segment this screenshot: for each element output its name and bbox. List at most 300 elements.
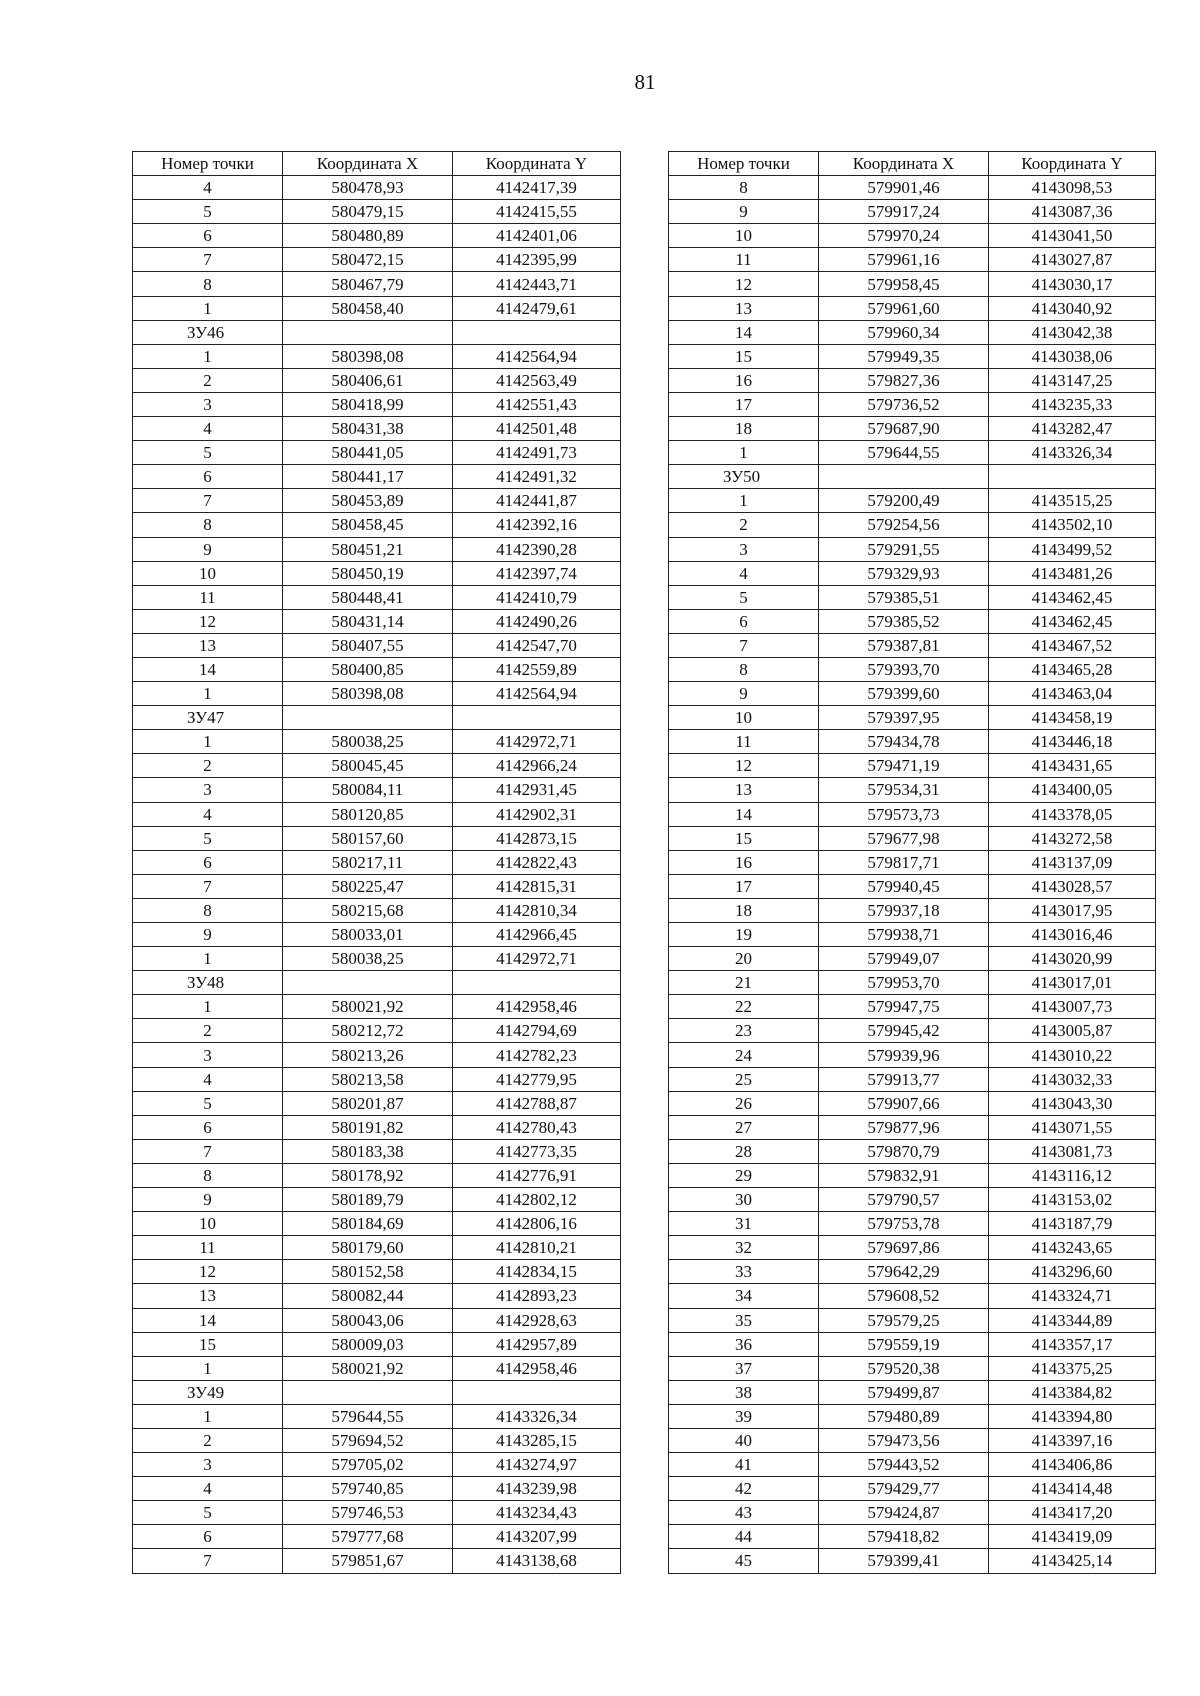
point-number-cell: 15 bbox=[133, 1332, 283, 1356]
point-number-cell: 5 bbox=[669, 585, 819, 609]
header-point-number: Номер точки bbox=[669, 152, 819, 176]
point-number-cell: 33 bbox=[669, 1260, 819, 1284]
coordinate-y-cell: 4142893,23 bbox=[453, 1284, 621, 1308]
coordinate-y-cell: 4143137,09 bbox=[989, 850, 1156, 874]
point-number-cell: 3 bbox=[133, 392, 283, 416]
point-number-cell: 14 bbox=[133, 1308, 283, 1332]
table-row bbox=[669, 995, 1156, 1019]
point-number-cell: 11 bbox=[133, 585, 283, 609]
coordinate-y-cell: 4142802,12 bbox=[453, 1188, 621, 1212]
coordinate-y-cell: 4143005,87 bbox=[989, 1019, 1156, 1043]
coordinate-y-cell: 4143394,80 bbox=[989, 1404, 1156, 1428]
coordinate-y-cell: 4143007,73 bbox=[989, 995, 1156, 1019]
table-header-row bbox=[669, 152, 1156, 176]
coordinate-x-cell: 579705,02 bbox=[283, 1453, 453, 1477]
table-row bbox=[133, 923, 621, 947]
coordinate-y-cell: 4143406,86 bbox=[989, 1453, 1156, 1477]
coordinate-x-cell: 579393,70 bbox=[819, 657, 989, 681]
table-row bbox=[133, 537, 621, 561]
point-number-cell: 5 bbox=[133, 441, 283, 465]
coordinate-x-cell: 579480,89 bbox=[819, 1404, 989, 1428]
table-row bbox=[133, 850, 621, 874]
point-number-cell: 5 bbox=[133, 1091, 283, 1115]
point-number-cell: 7 bbox=[133, 489, 283, 513]
coordinate-y-cell: 4143017,01 bbox=[989, 971, 1156, 995]
table-row bbox=[133, 368, 621, 392]
point-number-cell: 4 bbox=[133, 417, 283, 441]
table-row bbox=[133, 1260, 621, 1284]
table-row bbox=[133, 1404, 621, 1428]
coordinate-x-cell: 579397,95 bbox=[819, 706, 989, 730]
point-number-cell: 1 bbox=[133, 344, 283, 368]
point-number-cell: 10 bbox=[669, 706, 819, 730]
point-number-cell: 42 bbox=[669, 1477, 819, 1501]
table-row bbox=[669, 537, 1156, 561]
point-number-cell: 2 bbox=[133, 754, 283, 778]
coordinate-x-cell: 580458,45 bbox=[283, 513, 453, 537]
coordinate-y-cell: 4143274,97 bbox=[453, 1453, 621, 1477]
point-number-cell: 5 bbox=[133, 1501, 283, 1525]
point-number-cell: 9 bbox=[669, 200, 819, 224]
coordinate-x-cell: 579939,96 bbox=[819, 1043, 989, 1067]
coordinate-x-cell: 580400,85 bbox=[283, 657, 453, 681]
table-body-left bbox=[133, 176, 621, 1573]
coordinate-x-cell: 579399,60 bbox=[819, 682, 989, 706]
coordinate-y-cell: 4143375,25 bbox=[989, 1356, 1156, 1380]
coordinate-x-cell: 579499,87 bbox=[819, 1380, 989, 1404]
table-row bbox=[133, 1356, 621, 1380]
table-row bbox=[133, 392, 621, 416]
coordinate-x-cell: 580033,01 bbox=[283, 923, 453, 947]
coordinate-x-cell: 580184,69 bbox=[283, 1212, 453, 1236]
table-row bbox=[669, 1188, 1156, 1212]
coordinate-x-cell: 579961,60 bbox=[819, 296, 989, 320]
coordinate-x-cell: 580431,14 bbox=[283, 609, 453, 633]
table-row bbox=[669, 296, 1156, 320]
table-row bbox=[669, 874, 1156, 898]
point-number-cell: 31 bbox=[669, 1212, 819, 1236]
coordinate-y-cell: 4143397,16 bbox=[989, 1428, 1156, 1452]
coordinate-x-cell bbox=[283, 1380, 453, 1404]
table-row bbox=[133, 1019, 621, 1043]
coordinate-y-cell: 4142815,31 bbox=[453, 874, 621, 898]
coordinate-y-cell: 4143465,28 bbox=[989, 657, 1156, 681]
table-row bbox=[133, 417, 621, 441]
table-row bbox=[133, 657, 621, 681]
point-number-cell: 3 bbox=[133, 1043, 283, 1067]
table-row bbox=[133, 1139, 621, 1163]
table-row bbox=[133, 1308, 621, 1332]
coordinate-x-cell: 580189,79 bbox=[283, 1188, 453, 1212]
coordinate-y-cell: 4142776,91 bbox=[453, 1163, 621, 1187]
point-number-cell: 7 bbox=[133, 248, 283, 272]
coordinate-y-cell: 4142491,73 bbox=[453, 441, 621, 465]
coordinate-y-cell: 4143378,05 bbox=[989, 802, 1156, 826]
coordinate-x-cell: 580213,58 bbox=[283, 1067, 453, 1091]
coordinate-x-cell: 579947,75 bbox=[819, 995, 989, 1019]
coordinate-x-cell: 579945,42 bbox=[819, 1019, 989, 1043]
coordinate-x-cell: 579471,19 bbox=[819, 754, 989, 778]
coordinate-y-cell: 4142564,94 bbox=[453, 682, 621, 706]
coordinate-x-cell bbox=[283, 320, 453, 344]
point-number-cell: 9 bbox=[133, 537, 283, 561]
coordinate-x-cell: 579949,35 bbox=[819, 344, 989, 368]
coordinate-x-cell: 580213,26 bbox=[283, 1043, 453, 1067]
coordinates-table-left bbox=[132, 151, 621, 1574]
table-row bbox=[669, 1091, 1156, 1115]
coordinate-y-cell: 4142972,71 bbox=[453, 730, 621, 754]
table-row bbox=[669, 344, 1156, 368]
coordinate-x-cell: 579940,45 bbox=[819, 874, 989, 898]
coordinate-y-cell: 4143357,17 bbox=[989, 1332, 1156, 1356]
coordinate-y-cell: 4142479,61 bbox=[453, 296, 621, 320]
point-number-cell: 2 bbox=[133, 1428, 283, 1452]
coordinate-y-cell: 4143098,53 bbox=[989, 176, 1156, 200]
table-row bbox=[669, 441, 1156, 465]
coordinate-x-cell: 579694,52 bbox=[283, 1428, 453, 1452]
coordinate-y-cell: 4142563,49 bbox=[453, 368, 621, 392]
coordinate-y-cell: 4142551,43 bbox=[453, 392, 621, 416]
coordinate-x-cell: 580212,72 bbox=[283, 1019, 453, 1043]
table-row bbox=[133, 1236, 621, 1260]
coordinate-x-cell: 579960,34 bbox=[819, 320, 989, 344]
point-number-cell: 17 bbox=[669, 874, 819, 898]
point-number-cell: 4 bbox=[669, 561, 819, 585]
point-number-cell: 6 bbox=[133, 1115, 283, 1139]
table-row bbox=[669, 272, 1156, 296]
coordinate-y-cell: 4142788,87 bbox=[453, 1091, 621, 1115]
point-number-cell: 1 bbox=[669, 441, 819, 465]
coordinate-y-cell: 4142773,35 bbox=[453, 1139, 621, 1163]
coordinate-y-cell: 4142822,43 bbox=[453, 850, 621, 874]
table-row bbox=[669, 633, 1156, 657]
point-number-cell: 21 bbox=[669, 971, 819, 995]
coordinate-y-cell: 4142958,46 bbox=[453, 1356, 621, 1380]
table-row bbox=[133, 874, 621, 898]
coordinate-x-cell: 579958,45 bbox=[819, 272, 989, 296]
point-number-cell: 7 bbox=[133, 874, 283, 898]
point-number-cell: 1 bbox=[133, 947, 283, 971]
coordinate-x-cell: 579399,41 bbox=[819, 1549, 989, 1573]
point-number-cell: 2 bbox=[133, 1019, 283, 1043]
point-number-cell: 28 bbox=[669, 1139, 819, 1163]
coordinate-y-cell bbox=[989, 465, 1156, 489]
coordinate-y-cell: 4143020,99 bbox=[989, 947, 1156, 971]
coordinate-x-cell: 580458,40 bbox=[283, 296, 453, 320]
coordinate-y-cell: 4142441,87 bbox=[453, 489, 621, 513]
coordinate-y-cell: 4143502,10 bbox=[989, 513, 1156, 537]
coordinate-x-cell: 579644,55 bbox=[819, 441, 989, 465]
section-label: ЗУ49 bbox=[133, 1380, 283, 1404]
table-row bbox=[669, 1525, 1156, 1549]
table-row bbox=[133, 200, 621, 224]
coordinate-x-cell: 579938,71 bbox=[819, 923, 989, 947]
table-row bbox=[669, 1308, 1156, 1332]
table-row bbox=[133, 465, 621, 489]
point-number-cell: 14 bbox=[669, 320, 819, 344]
coordinate-y-cell: 4143326,34 bbox=[989, 441, 1156, 465]
coordinate-y-cell: 4142392,16 bbox=[453, 513, 621, 537]
coordinate-x-cell: 579937,18 bbox=[819, 898, 989, 922]
coordinate-y-cell: 4143041,50 bbox=[989, 224, 1156, 248]
table-row bbox=[133, 1091, 621, 1115]
table-row bbox=[669, 802, 1156, 826]
section-label: ЗУ47 bbox=[133, 706, 283, 730]
coordinate-x-cell: 580472,15 bbox=[283, 248, 453, 272]
point-number-cell: 1 bbox=[669, 489, 819, 513]
coordinate-y-cell: 4143384,82 bbox=[989, 1380, 1156, 1404]
table-row bbox=[133, 1163, 621, 1187]
table-row bbox=[669, 1404, 1156, 1428]
point-number-cell: 8 bbox=[669, 657, 819, 681]
point-number-cell: 38 bbox=[669, 1380, 819, 1404]
table-row bbox=[669, 1260, 1156, 1284]
point-number-cell: 24 bbox=[669, 1043, 819, 1067]
table-row bbox=[669, 176, 1156, 200]
coordinate-y-cell: 4143235,33 bbox=[989, 392, 1156, 416]
coordinate-y-cell: 4143499,52 bbox=[989, 537, 1156, 561]
section-label: ЗУ48 bbox=[133, 971, 283, 995]
coordinate-y-cell bbox=[453, 1380, 621, 1404]
table-row bbox=[669, 392, 1156, 416]
coordinate-x-cell: 579329,93 bbox=[819, 561, 989, 585]
coordinate-y-cell: 4142966,45 bbox=[453, 923, 621, 947]
point-number-cell: 11 bbox=[133, 1236, 283, 1260]
table-row bbox=[669, 1284, 1156, 1308]
coordinate-y-cell: 4143032,33 bbox=[989, 1067, 1156, 1091]
coordinate-y-cell bbox=[453, 706, 621, 730]
point-number-cell: 8 bbox=[669, 176, 819, 200]
coordinate-x-cell: 580201,87 bbox=[283, 1091, 453, 1115]
coordinate-y-cell: 4143431,65 bbox=[989, 754, 1156, 778]
table-row bbox=[669, 754, 1156, 778]
table-row bbox=[669, 1067, 1156, 1091]
coordinate-x-cell: 579520,38 bbox=[819, 1356, 989, 1380]
coordinate-y-cell: 4143239,98 bbox=[453, 1477, 621, 1501]
coordinate-x-cell: 580179,60 bbox=[283, 1236, 453, 1260]
coordinate-x-cell: 579832,91 bbox=[819, 1163, 989, 1187]
table-row bbox=[669, 200, 1156, 224]
point-number-cell: 6 bbox=[133, 850, 283, 874]
coordinate-y-cell: 4143463,04 bbox=[989, 682, 1156, 706]
coordinate-y-cell: 4143116,12 bbox=[989, 1163, 1156, 1187]
coordinate-y-cell: 4143400,05 bbox=[989, 778, 1156, 802]
table-row bbox=[133, 513, 621, 537]
table-row bbox=[133, 1525, 621, 1549]
point-number-cell: 41 bbox=[669, 1453, 819, 1477]
coordinate-y-cell: 4142834,15 bbox=[453, 1260, 621, 1284]
coordinate-y-cell: 4143043,30 bbox=[989, 1091, 1156, 1115]
point-number-cell: 40 bbox=[669, 1428, 819, 1452]
table-row bbox=[669, 1139, 1156, 1163]
table-row bbox=[669, 1019, 1156, 1043]
table-row bbox=[133, 1043, 621, 1067]
coordinate-x-cell: 579429,77 bbox=[819, 1477, 989, 1501]
coordinate-x-cell: 580451,21 bbox=[283, 537, 453, 561]
coordinate-y-cell: 4142501,48 bbox=[453, 417, 621, 441]
table-row bbox=[133, 947, 621, 971]
coordinate-y-cell: 4143462,45 bbox=[989, 609, 1156, 633]
table-row bbox=[133, 248, 621, 272]
coordinate-y-cell: 4142443,71 bbox=[453, 272, 621, 296]
coordinate-y-cell: 4142806,16 bbox=[453, 1212, 621, 1236]
coordinate-y-cell: 4142902,31 bbox=[453, 802, 621, 826]
coordinate-x-cell: 580478,93 bbox=[283, 176, 453, 200]
coordinate-y-cell: 4143138,68 bbox=[453, 1549, 621, 1573]
table-row bbox=[669, 947, 1156, 971]
coordinate-x-cell: 579877,96 bbox=[819, 1115, 989, 1139]
coordinate-y-cell: 4143040,92 bbox=[989, 296, 1156, 320]
coordinate-y-cell: 4142928,63 bbox=[453, 1308, 621, 1332]
coordinate-y-cell: 4143462,45 bbox=[989, 585, 1156, 609]
table-row bbox=[133, 1284, 621, 1308]
coordinate-x-cell: 579697,86 bbox=[819, 1236, 989, 1260]
coordinate-x-cell: 580453,89 bbox=[283, 489, 453, 513]
coordinate-x-cell: 579385,51 bbox=[819, 585, 989, 609]
coordinate-y-cell: 4143017,95 bbox=[989, 898, 1156, 922]
coordinate-x-cell: 579644,55 bbox=[283, 1404, 453, 1428]
header-coordinate-x: Координата X bbox=[283, 152, 453, 176]
table-row bbox=[669, 1428, 1156, 1452]
header-coordinate-x: Координата X bbox=[819, 152, 989, 176]
table-row bbox=[669, 898, 1156, 922]
coordinate-x-cell: 580045,45 bbox=[283, 754, 453, 778]
coordinate-x-cell: 579608,52 bbox=[819, 1284, 989, 1308]
section-row bbox=[133, 971, 621, 995]
table-row bbox=[669, 489, 1156, 513]
table-row bbox=[133, 609, 621, 633]
point-number-cell: 39 bbox=[669, 1404, 819, 1428]
header-coordinate-y: Координата Y bbox=[989, 152, 1156, 176]
coordinate-y-cell: 4142810,34 bbox=[453, 898, 621, 922]
table-row bbox=[133, 995, 621, 1019]
coordinate-y-cell: 4142782,23 bbox=[453, 1043, 621, 1067]
coordinate-x-cell: 579740,85 bbox=[283, 1477, 453, 1501]
point-number-cell: 1 bbox=[133, 730, 283, 754]
coordinate-y-cell: 4143344,89 bbox=[989, 1308, 1156, 1332]
point-number-cell: 12 bbox=[133, 1260, 283, 1284]
table-body-right bbox=[669, 176, 1156, 1573]
table-row bbox=[669, 657, 1156, 681]
coordinate-y-cell: 4143467,52 bbox=[989, 633, 1156, 657]
table-row bbox=[133, 682, 621, 706]
point-number-cell: 22 bbox=[669, 995, 819, 1019]
coordinate-x-cell: 580441,05 bbox=[283, 441, 453, 465]
coordinate-y-cell: 4143147,25 bbox=[989, 368, 1156, 392]
point-number-cell: 3 bbox=[133, 778, 283, 802]
point-number-cell: 14 bbox=[133, 657, 283, 681]
point-number-cell: 6 bbox=[669, 609, 819, 633]
coordinate-x-cell: 579434,78 bbox=[819, 730, 989, 754]
point-number-cell: 15 bbox=[669, 826, 819, 850]
coordinate-x-cell: 579901,46 bbox=[819, 176, 989, 200]
table-row bbox=[133, 489, 621, 513]
point-number-cell: 9 bbox=[133, 923, 283, 947]
table-row bbox=[669, 1453, 1156, 1477]
table-row bbox=[669, 1332, 1156, 1356]
point-number-cell: 13 bbox=[669, 778, 819, 802]
page-number: 81 bbox=[634, 70, 656, 94]
coordinate-x-cell: 580082,44 bbox=[283, 1284, 453, 1308]
coordinate-x-cell: 580120,85 bbox=[283, 802, 453, 826]
coordinate-y-cell: 4142780,43 bbox=[453, 1115, 621, 1139]
coordinate-y-cell: 4143417,20 bbox=[989, 1501, 1156, 1525]
point-number-cell: 4 bbox=[133, 176, 283, 200]
table-row bbox=[133, 754, 621, 778]
point-number-cell: 32 bbox=[669, 1236, 819, 1260]
coordinate-y-cell: 4142957,89 bbox=[453, 1332, 621, 1356]
coordinate-x-cell: 579949,07 bbox=[819, 947, 989, 971]
coordinate-x-cell: 579953,70 bbox=[819, 971, 989, 995]
coordinate-x-cell: 580441,17 bbox=[283, 465, 453, 489]
point-number-cell: 10 bbox=[669, 224, 819, 248]
point-number-cell: 9 bbox=[669, 682, 819, 706]
coordinate-y-cell: 4142958,46 bbox=[453, 995, 621, 1019]
point-number-cell: 2 bbox=[669, 513, 819, 537]
coordinate-x-cell: 579961,16 bbox=[819, 248, 989, 272]
coordinate-y-cell: 4143016,46 bbox=[989, 923, 1156, 947]
point-number-cell: 4 bbox=[133, 1067, 283, 1091]
coordinate-y-cell: 4143081,73 bbox=[989, 1139, 1156, 1163]
point-number-cell: 10 bbox=[133, 1212, 283, 1236]
coordinate-x-cell: 579746,53 bbox=[283, 1501, 453, 1525]
table-row bbox=[133, 1428, 621, 1452]
coordinate-x-cell: 579424,87 bbox=[819, 1501, 989, 1525]
point-number-cell: 6 bbox=[133, 1525, 283, 1549]
coordinate-x-cell: 580157,60 bbox=[283, 826, 453, 850]
point-number-cell: 20 bbox=[669, 947, 819, 971]
coordinate-x-cell: 580418,99 bbox=[283, 392, 453, 416]
coordinate-y-cell: 4143414,48 bbox=[989, 1477, 1156, 1501]
coordinate-y-cell bbox=[453, 971, 621, 995]
section-row bbox=[133, 320, 621, 344]
point-number-cell: 19 bbox=[669, 923, 819, 947]
coordinate-y-cell: 4142559,89 bbox=[453, 657, 621, 681]
coordinates-table-right bbox=[668, 151, 1156, 1574]
point-number-cell: 45 bbox=[669, 1549, 819, 1573]
coordinate-y-cell: 4143153,02 bbox=[989, 1188, 1156, 1212]
table-row bbox=[669, 971, 1156, 995]
point-number-cell: 17 bbox=[669, 392, 819, 416]
point-number-cell: 29 bbox=[669, 1163, 819, 1187]
point-number-cell: 7 bbox=[669, 633, 819, 657]
table-row bbox=[133, 1212, 621, 1236]
coordinate-x-cell: 579579,25 bbox=[819, 1308, 989, 1332]
table-row bbox=[669, 706, 1156, 730]
coordinate-x-cell: 579443,52 bbox=[819, 1453, 989, 1477]
coordinate-x-cell: 579907,66 bbox=[819, 1091, 989, 1115]
point-number-cell: 13 bbox=[133, 1284, 283, 1308]
header-coordinate-y: Координата Y bbox=[453, 152, 621, 176]
coordinate-x-cell: 579970,24 bbox=[819, 224, 989, 248]
point-number-cell: 14 bbox=[669, 802, 819, 826]
table-row bbox=[669, 778, 1156, 802]
point-number-cell: 1 bbox=[133, 1404, 283, 1428]
coordinate-x-cell: 580215,68 bbox=[283, 898, 453, 922]
point-number-cell: 7 bbox=[133, 1139, 283, 1163]
coordinate-x-cell: 580467,79 bbox=[283, 272, 453, 296]
coordinate-x-cell: 579200,49 bbox=[819, 489, 989, 513]
table-row bbox=[133, 1115, 621, 1139]
point-number-cell: 8 bbox=[133, 898, 283, 922]
table-row bbox=[133, 1477, 621, 1501]
point-number-cell: 26 bbox=[669, 1091, 819, 1115]
table-row bbox=[669, 585, 1156, 609]
coordinate-y-cell: 4142490,26 bbox=[453, 609, 621, 633]
point-number-cell: 12 bbox=[669, 754, 819, 778]
coordinate-x-cell: 580043,06 bbox=[283, 1308, 453, 1332]
point-number-cell: 5 bbox=[133, 826, 283, 850]
